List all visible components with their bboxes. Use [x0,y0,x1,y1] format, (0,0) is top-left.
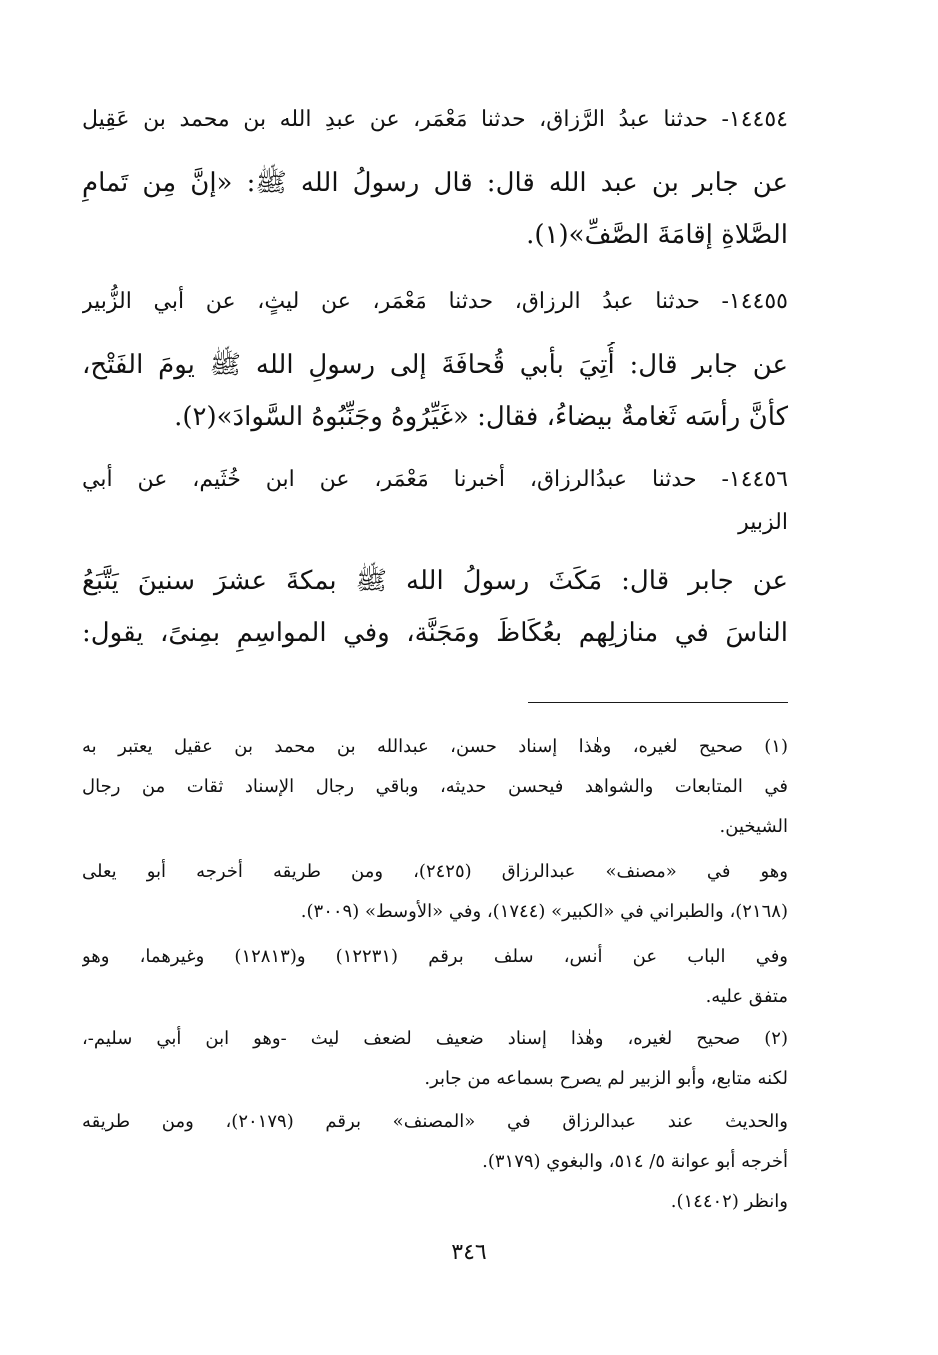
hadith-14454-text-line: الصَّلاةِ إقامَةَ الصَّفِّ»(١). [526,220,788,250]
footnote-line: الشيخين. [719,816,788,837]
footnote-line: متفق عليه. [705,986,788,1007]
footnote-line: والحديث عند عبدالرزاق في «المصنف» برقم (٢٠١٧٩)، ومن طريقه [82,1111,788,1132]
footnote-divider [528,702,788,703]
hadith-14456-chain-line: ١٤٤٥٦- حدثنا عبدُالرزاق، أخبرنا مَعْمَر، عن ابن خُثَيم، عن أبي [82,467,788,492]
hadith-14456-text-line: الناسَ في منازلِهم بعُكَاظَ ومَجَنَّة، وفي المواسِمِ بمِنىً، يقول: [82,618,788,648]
footnote-line: (٢١٦٨)، والطبراني في «الكبير» (١٧٤٤)، وفي «الأوسط» (٣٠٠٩). [300,901,788,922]
footnote-line: وفي الباب عن أنس، سلف برقم (١٢٢٣١) و(١٢٨١٣) وغيرهما، وهو [82,946,788,967]
hadith-14456-chain-line: الزبير [738,510,788,535]
footnote-line: وانظر (١٤٤٠٢). [670,1191,788,1212]
hadith-14455-text-line: كأنَّ رأسَه ثَغامةٌ بيضاءُ، فقال: «غَيِّرُوهُ وجَنِّبُوهُ السَّوادَ»(٢). [174,402,788,432]
footnote-line: أخرجه أبو عوانة ٥/ ٥١٤، والبغوي (٣١٧٩). [482,1151,788,1172]
footnote-line: في المتابعات والشواهد فيحسن حديثه، وباقي رجال الإسناد ثقات من رجال [82,776,788,797]
footnote-line: (١) صحيح لغيره، وهٰذا إسناد حسن، عبدالله بن محمد بن عقيل يعتبر به [82,736,788,757]
hadith-14454-text-line: عن جابر بن عبد الله قال: قال رسولُ الله ﷺ: «إنَّ مِن تَمامِ [82,168,788,198]
hadith-14454-chain-line: ١٤٤٥٤- حدثنا عبدُ الرَّزاق، حدثنا مَعْمَر، عن عبدِ الله بن محمد بن عَقِيل [82,107,788,132]
hadith-14456-text-line: عن جابر قال: مَكَثَ رسولُ الله ﷺ بمكةَ عشرَ سنينَ يَتَّبَعُ [82,566,788,596]
hadith-14455-chain-line: ١٤٤٥٥- حدثنا عبدُ الرزاق، حدثنا مَعْمَر، عن ليثٍ، عن أبي الزُّبير [82,289,788,314]
footnote-line: (٢) صحيح لغيره، وهٰذا إسناد ضعيف لضعف ليث -وهو ابن أبي سليم-، [82,1028,788,1049]
footnote-line: لكنه متابع، وأبو الزبير لم يصرح بسماعه من جابر. [424,1068,788,1089]
footnote-line: وهو في «مصنف» عبدالرزاق (٢٤٢٥)، ومن طريقه أخرجه أبو يعلى [82,861,788,882]
hadith-14455-text-line: عن جابر قال: أُتِيَ بأبي قُحافَةَ إلى رسولِ الله ﷺ يومَ الفَتْح، [82,350,788,380]
page-number: ٣٤٦ [451,1240,487,1265]
